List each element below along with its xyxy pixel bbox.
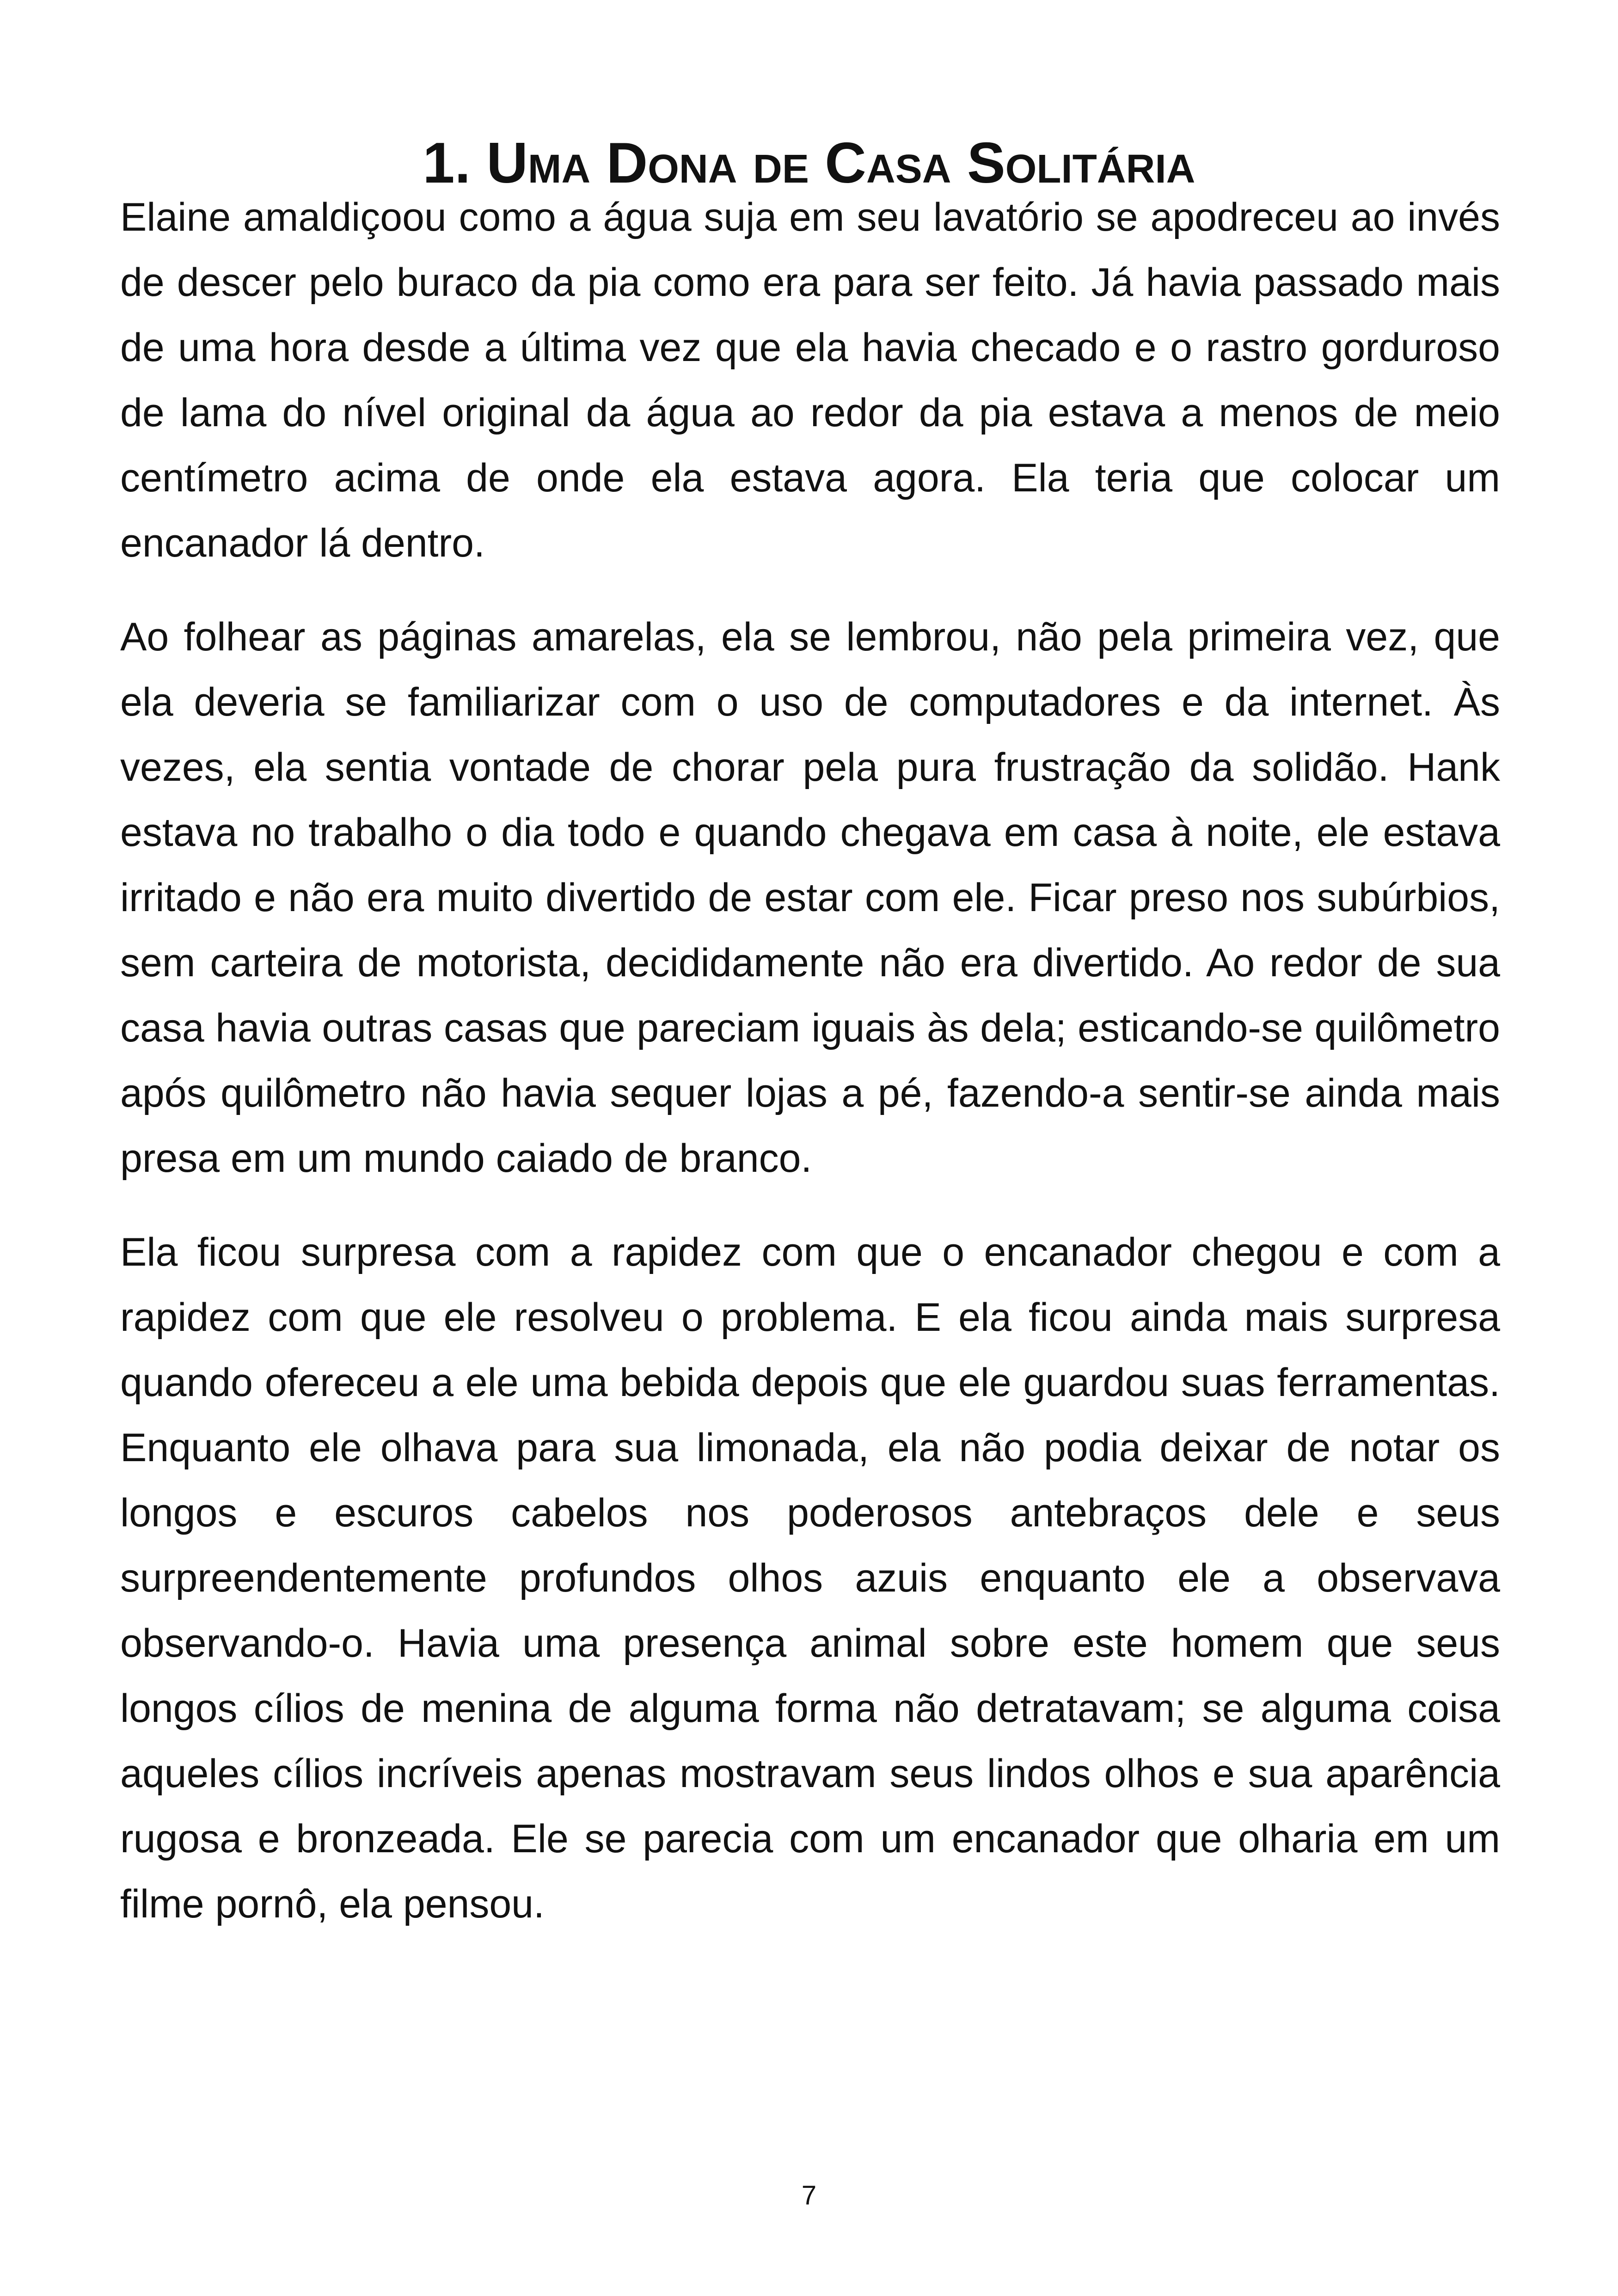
chapter-body <box>120 185 1500 1965</box>
paragraph-1: Elaine amaldiçoou como a água suja em seu lavatório se apodreceu ao invés de descer pelo buraco da pia como era para ser feito. Já havia passado mais de uma hora desde a última vez que ela havia checado e o rastro gorduroso de lama do nível original da água ao redor da pia estava a menos de meio centímetro acima de onde ela estava agora. Ela teria que colocar um encanador lá dentro. <box>120 195 1500 565</box>
chapter-number: 1. <box>423 131 471 196</box>
chapter-title-text: Uma Dona de Casa Solitária <box>486 131 1195 196</box>
page-number: 7 <box>801 2180 817 2210</box>
paragraph-3: Ela ficou surpresa com a rapidez com que o encanador chegou e com a rapidez com que ele resolveu o problema. E ela ficou ainda mais surpresa quando ofereceu a ele uma bebida depois que ele guardou suas ferramentas. Enquanto ele olhava para sua limonada, ela não podia deixar de notar os longos e escuros cabelos nos poderosos antebraços dele e seus surpreendentemente profundos olhos azuis enquanto ele a observava observando-o. Havia uma presença animal sobre este homem que seus longos cílios de menina de alguma forma não detratavam; se alguma coisa aqueles cílios incríveis apenas mostravam seus lindos olhos e sua aparência rugosa e bronzeada. Ele se parecia com um encanador que olharia em um filme pornô, ela pensou. <box>120 1230 1500 1926</box>
paragraph-2: Ao folhear as páginas amarelas, ela se lembrou, não pela primeira vez, que ela deveria se familiarizar com o uso de computadores e da internet. Às vezes, ela sentia vontade de chorar pela pura frustração da solidão. Hank estava no trabalho o dia todo e quando chegava em casa à noite, ele estava irritado e não era muito divertido de estar com ele. Ficar preso nos subúrbios, sem carteira de motorista, decididamente não era divertido. Ao redor de sua casa havia outras casas que pareciam iguais às dela; esticando-se quilômetro após quilômetro não havia sequer lojas a pé, fazendo-a sentir-se ainda mais presa em um mundo caiado de branco. <box>120 615 1500 1181</box>
